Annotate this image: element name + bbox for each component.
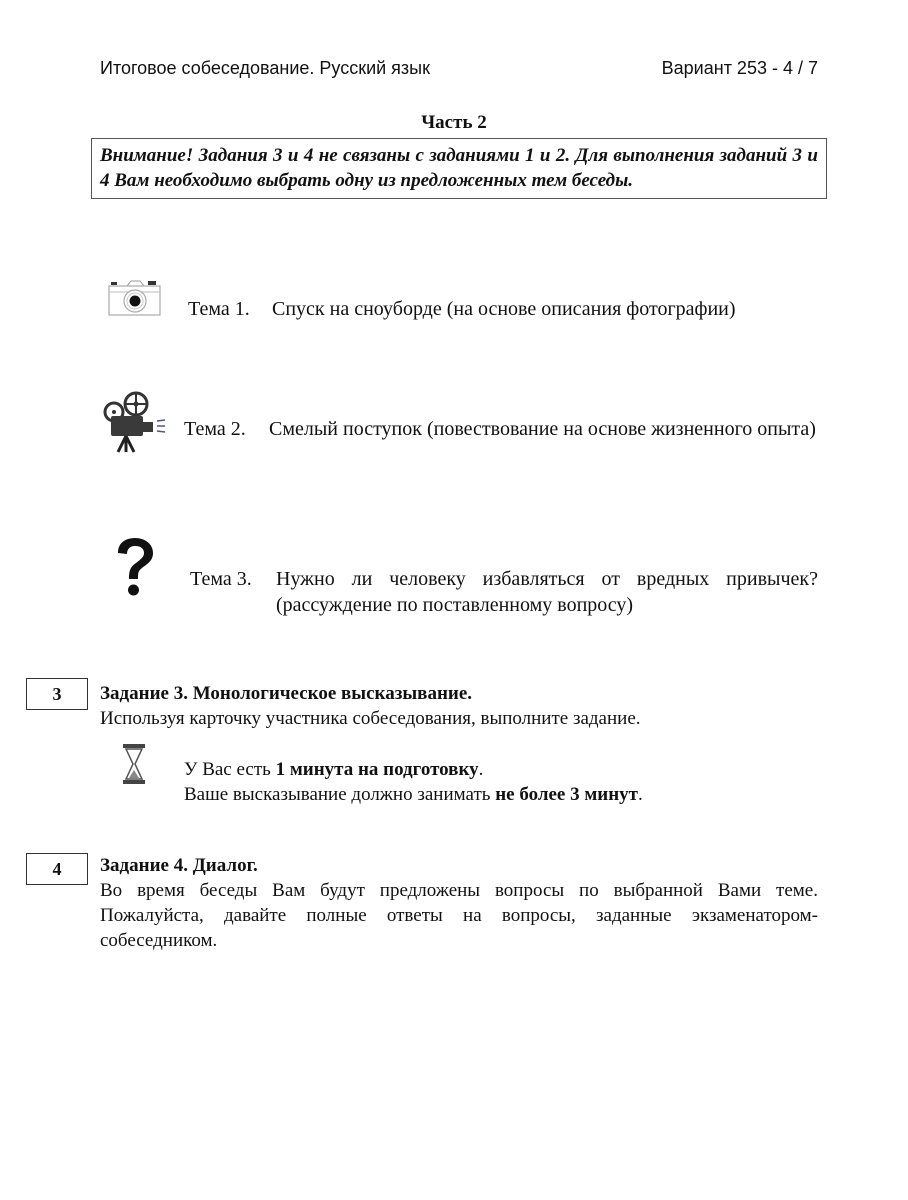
prep-time-text: У Вас есть bbox=[184, 759, 276, 780]
answer-time-text: Ваше высказывание должно занимать bbox=[184, 784, 496, 805]
topic-text: Спуск на сноуборде (на основе описания фотографии) bbox=[272, 298, 736, 320]
prep-time-end: . bbox=[478, 759, 484, 780]
prep-time-line bbox=[184, 757, 643, 782]
document-title: Итоговое собеседование. Русский язык bbox=[100, 58, 430, 78]
prep-time-value: 1 минута на подготовку bbox=[275, 759, 479, 780]
task-number-box: 4 bbox=[26, 853, 88, 885]
topic-1 bbox=[188, 296, 818, 322]
topic-label: Тема 3. bbox=[190, 568, 252, 590]
topic-2 bbox=[184, 416, 818, 468]
task-text: Используя карточку участника собеседования, выполните задание. bbox=[100, 708, 641, 729]
question-mark-icon bbox=[110, 537, 160, 599]
hourglass-icon bbox=[122, 743, 146, 785]
task-title: Задание 4. Диалог. bbox=[100, 855, 258, 876]
topic-label: Тема 2. bbox=[184, 418, 246, 440]
topic-label: Тема 1. bbox=[188, 298, 250, 320]
part-title: Часть 2 bbox=[421, 112, 487, 133]
answer-time-end: . bbox=[638, 784, 643, 805]
task-title: Задание 3. Монологическое высказывание. bbox=[100, 683, 473, 704]
topic-text: Смелый поступок (повествование на основе жизненного опыта) bbox=[269, 418, 816, 440]
task-number-box: 3 bbox=[26, 678, 88, 710]
answer-time-value: не более 3 минут bbox=[495, 784, 639, 805]
task-3 bbox=[100, 681, 818, 731]
task-4 bbox=[100, 853, 818, 953]
answer-time-line bbox=[184, 782, 643, 807]
variant-page-number: Вариант 253 - 4 / 7 bbox=[661, 58, 818, 78]
topic-text: Нужно ли человеку избавляться от вредных привычек? (рассуждение по поставленному вопросу) bbox=[276, 568, 818, 616]
camera-icon bbox=[108, 280, 162, 318]
topic-3 bbox=[190, 566, 818, 618]
notice-box: Внимание! Задания 3 и 4 не связаны с заданиями 1 и 2. Для выполнения заданий 3 и 4 Вам необходимо выбрать одну из предложенных тем беседы. bbox=[91, 138, 827, 199]
film-projector-icon bbox=[98, 390, 168, 455]
task-text: Во время беседы Вам будут предложены вопросы по выбранной Вами теме. Пожалуйста, давайте полные ответы на вопросы, заданные экзаменатором-собеседником. bbox=[100, 880, 818, 951]
timer-info bbox=[184, 757, 643, 807]
